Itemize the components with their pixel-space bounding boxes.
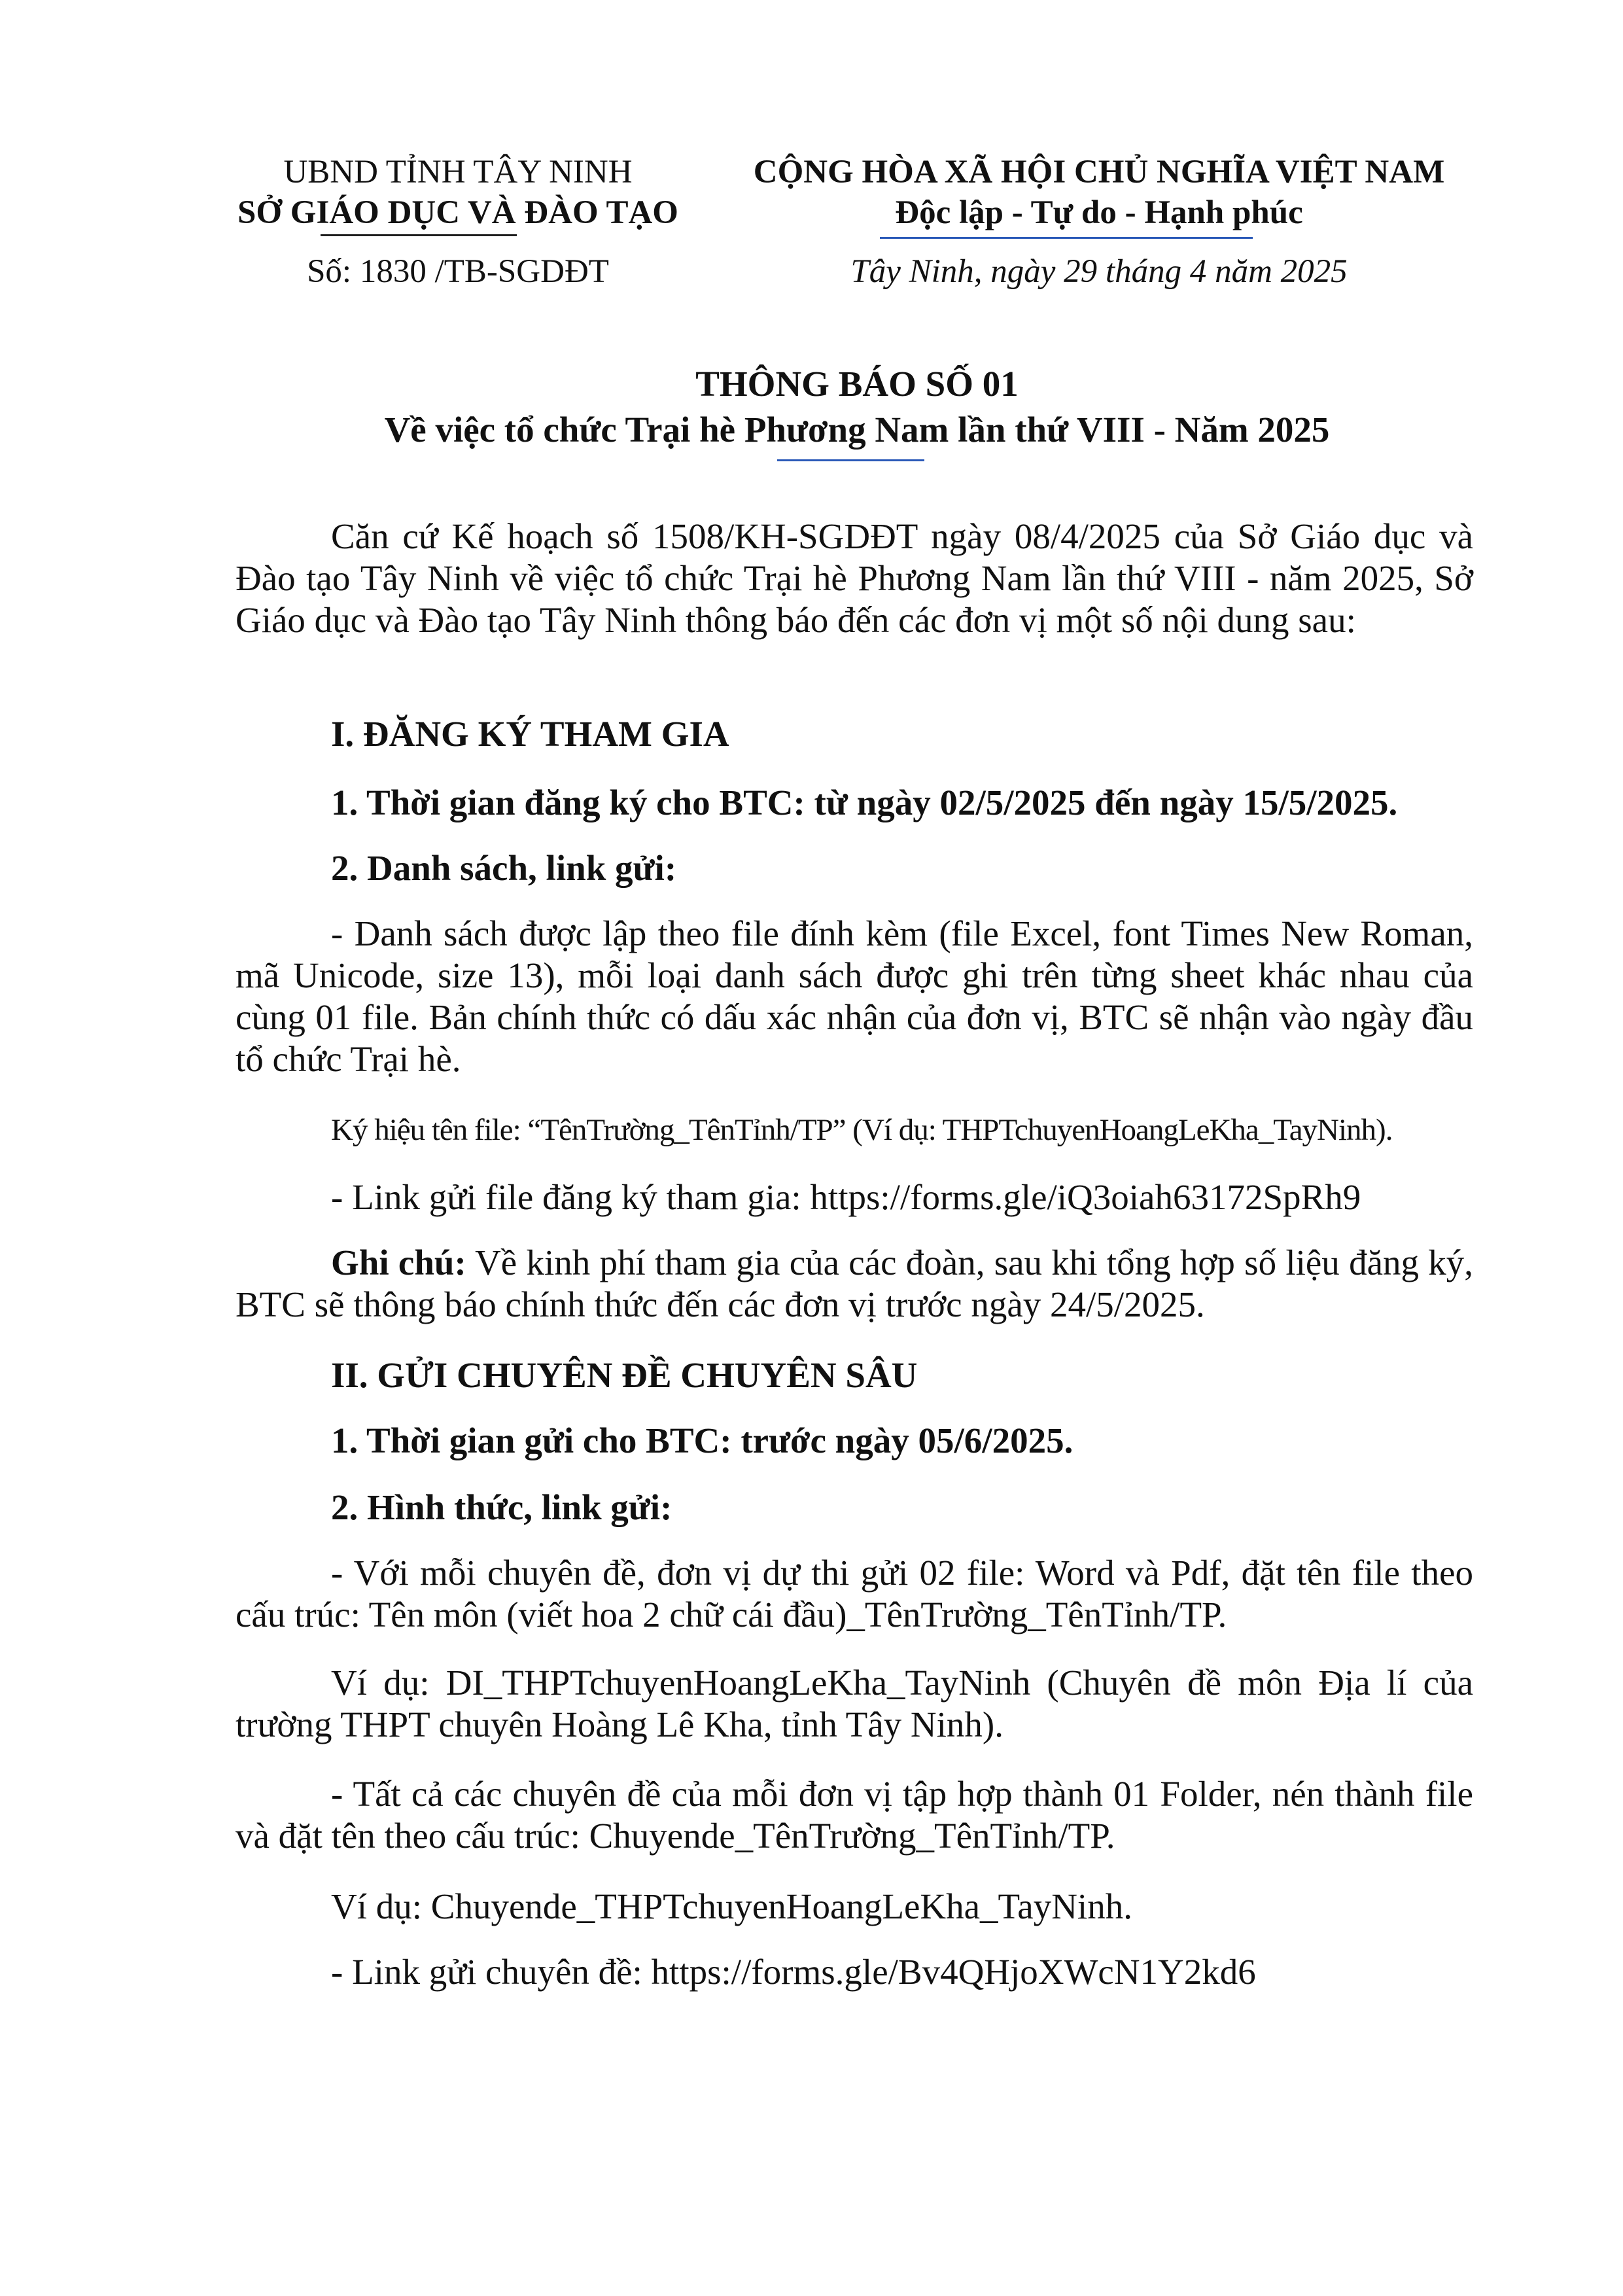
issuing-department: SỞ GIÁO DỤC VÀ ĐÀO TẠO [237,194,678,231]
department-underline [321,234,517,236]
note-text: Về kinh phí tham gia của các đoàn, sau khi tổng hợp số liệu đăng ký, BTC sẽ thông báo chính thức đến các đơn vị trước ngày 24/5/2025. [236,1243,1473,1324]
notice-subject: Về việc tổ chức Trại hè Phương Nam lần thứ VIII - Năm 2025 [384,410,1330,450]
title-underline [777,459,924,461]
section1-item2: 2. Danh sách, link gửi: [331,848,677,888]
national-motto: Độc lập - Tự do - Hạnh phúc [895,194,1303,231]
example-folder: Ví dụ: Chuyende_THPTchuyenHoangLeKha_TayNinh. [331,1886,1132,1926]
list-description: - Danh sách được lập theo file đính kèm (file Excel, font Times New Roman, mã Unicode, size 13), mỗi loại danh sách được ghi trên từng sheet khác nhau của cùng 01 file. Bản chính thức có dấu xác nhận của đơn vị, BTC sẽ nhận vào ngày đầu tổ chức Trại hè. [236,913,1473,1079]
notice-title: THÔNG BÁO SỐ 01 [695,364,1019,404]
file-naming-rule: Ký hiệu tên file: “TênTrường_TênTỉnh/TP” (Ví dụ: THPTchuyenHoangLeKha_TayNinh). [331,1113,1393,1147]
example-subject: Ví dụ: DI_THPTchuyenHoangLeKha_TayNinh (Chuyên đề môn Địa lí của trường THPT chuyên Hoàng Lê Kha, tỉnh Tây Ninh). [236,1663,1473,1744]
national-title: CỘNG HÒA XÃ HỘI CHỦ NGHĨA VIỆT NAM [753,154,1445,190]
section2-item1: 1. Thời gian gửi cho BTC: trước ngày 05/6/2025. [331,1421,1073,1460]
note-label: Ghi chú: [331,1243,466,1282]
topic-submission-link: - Link gửi chuyên đề: https://forms.gle/Bv4QHjoXWcN1Y2kd6 [331,1952,1256,1992]
intro-paragraph: Căn cứ Kế hoạch số 1508/KH-SGDĐT ngày 08/4/2025 của Sở Giáo dục và Đào tạo Tây Ninh về việc tổ chức Trại hè Phương Nam lần thứ VIII - năm 2025, Sở Giáo dục và Đào tạo Tây Ninh thông báo đến các đơn vị một số nội dung sau: [236,516,1473,640]
document-number: Số: 1830 /TB-SGDĐT [307,253,609,290]
section2-heading: II. GỬI CHUYÊN ĐỀ CHUYÊN SÂU [331,1355,918,1395]
section1-item1: 1. Thời gian đăng ký cho BTC: từ ngày 02/5/2025 đến ngày 15/5/2025. [331,783,1398,822]
section1-heading: I. ĐĂNG KÝ THAM GIA [331,714,729,754]
note-paragraph [236,1242,1473,1326]
section2-item2: 2. Hình thức, link gửi: [331,1487,672,1527]
issuing-authority: UBND TỈNH TÂY NINH [283,154,633,190]
place-and-date: Tây Ninh, ngày 29 tháng 4 năm 2025 [850,253,1348,290]
motto-underline [880,237,1253,239]
registration-link: - Link gửi file đăng ký tham gia: https://forms.gle/iQ3oiah63172SpRh9 [331,1177,1361,1217]
folder-instruction: - Tất cả các chuyên đề của mỗi đơn vị tập hợp thành 01 Folder, nén thành file và đặt tên theo cấu trúc: Chuyende_TênTrường_TênTỉnh/TP. [236,1774,1473,1856]
submission-format: - Với mỗi chuyên đề, đơn vị dự thi gửi 02 file: Word và Pdf, đặt tên file theo cấu trúc: Tên môn (viết hoa 2 chữ cái đầu)_TênTrường_TênTỉnh/TP. [236,1553,1473,1634]
